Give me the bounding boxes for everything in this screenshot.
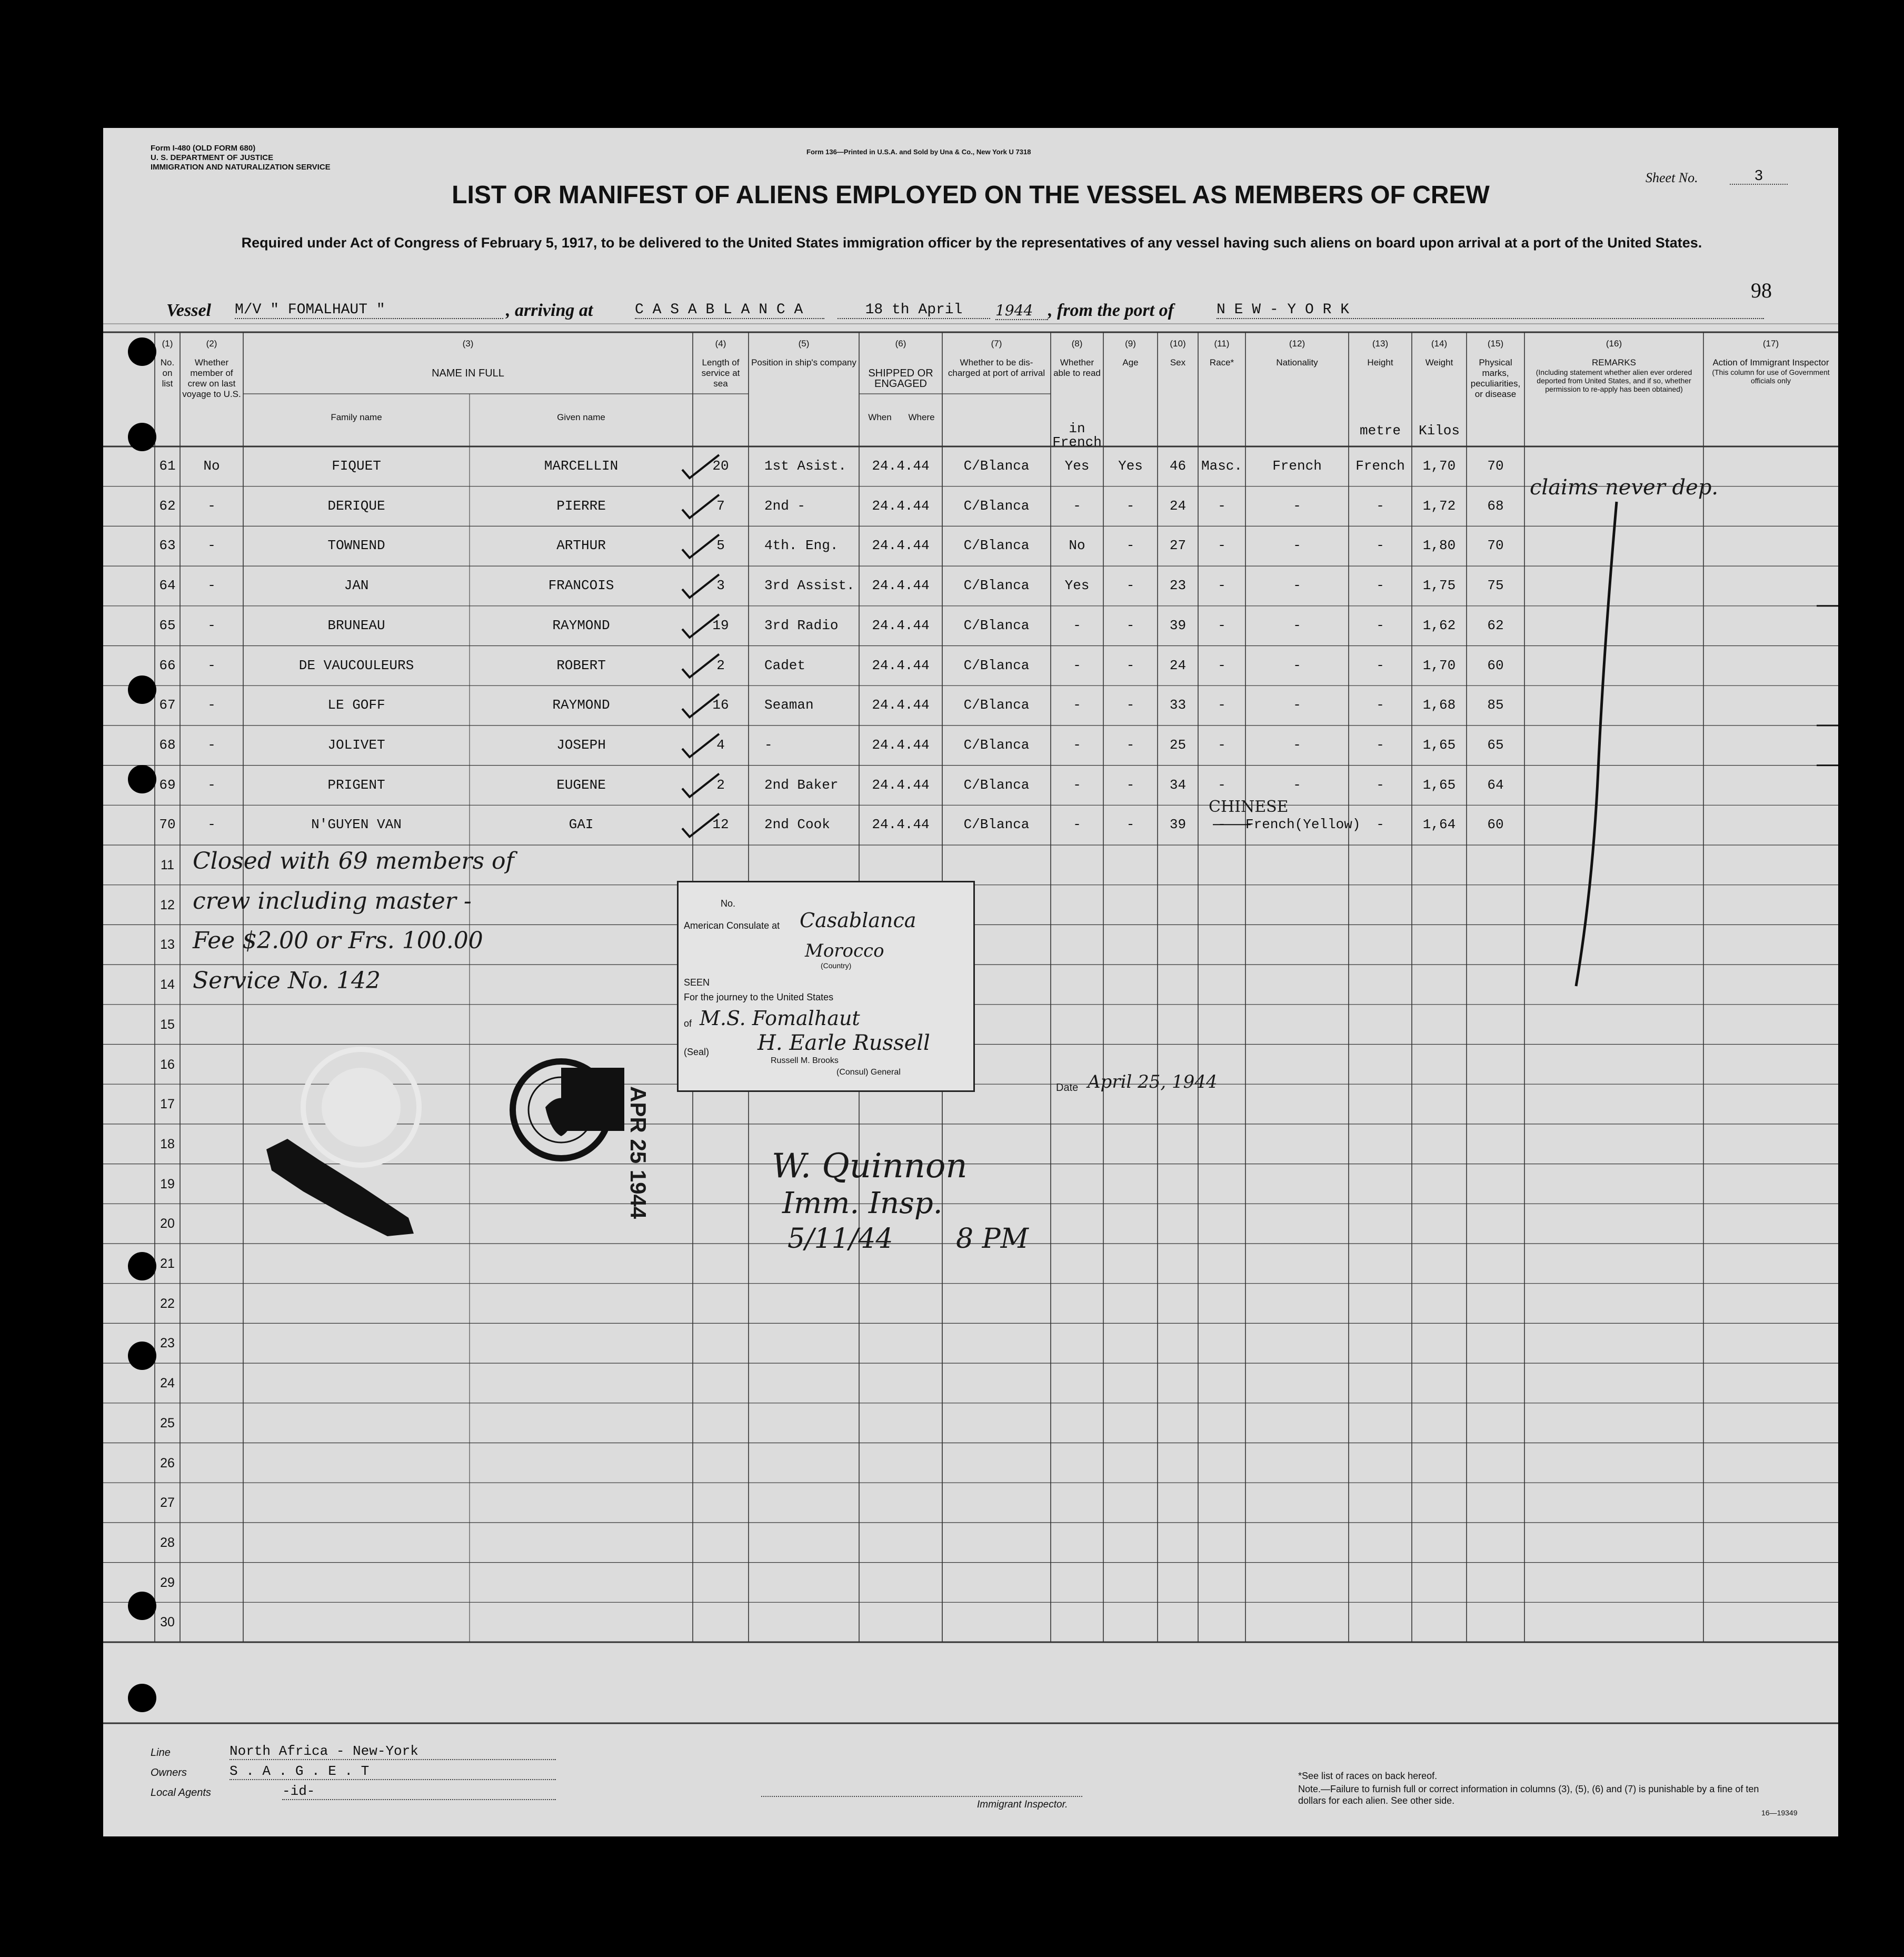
arriving-label: , arriving at (506, 301, 593, 320)
table-cell-nationality: French (1355, 458, 1405, 474)
table-cell-where: C/Blanca (963, 657, 1030, 673)
table-cell-read: - (1126, 578, 1135, 594)
column-subheader: Family name (331, 412, 382, 422)
line-number: 30 (160, 1615, 175, 1630)
table-cell-nationality: - (1376, 578, 1384, 594)
stamp-consulate-label: American Consulate at (684, 920, 780, 931)
table-cell-race: - (1293, 498, 1301, 514)
embossed-seal-icon (298, 1044, 424, 1170)
table-cell-service: 12 (712, 817, 729, 833)
table-cell-sex: - (1218, 777, 1226, 793)
table-cell-when: 24.4.44 (872, 817, 930, 833)
table-cell-given: RAYMOND (552, 697, 610, 713)
department: U. S. DEPARTMENT OF JUSTICE (151, 153, 274, 162)
stamp-date-label: Date (1056, 1082, 1079, 1094)
table-cell-age: 27 (1169, 538, 1187, 554)
table-cell-race: - (1293, 737, 1301, 753)
table-cell-service: 4 (716, 737, 725, 753)
line-number: 13 (160, 937, 175, 952)
table-cell-discharged: - (1073, 817, 1081, 833)
column-header: No. on list (160, 357, 175, 389)
table-cell-family: FIQUET (332, 458, 381, 474)
column-header: Length of service at sea (701, 357, 740, 389)
table-cell-where: C/Blanca (963, 617, 1030, 633)
table-cell-position: - (764, 737, 773, 753)
table-cell-given: EUGENE (556, 777, 606, 793)
table-cell-sex: - (1218, 498, 1226, 514)
table-cell-discharged: - (1073, 498, 1081, 514)
line-number: 22 (160, 1296, 175, 1311)
form-id: Form I-480 (OLD FORM 680) (151, 144, 256, 153)
table-cell-age: 24 (1169, 657, 1187, 673)
table-cell-sex: - (1218, 538, 1226, 554)
column-number: (6) (895, 339, 906, 349)
column-header: Physical marks, peculiarities, or disease (1470, 357, 1521, 399)
column-number: (5) (798, 339, 810, 349)
table-cell-when: 24.4.44 (872, 657, 930, 673)
table-cell-position: 2nd Baker (764, 777, 839, 793)
column-note: (Including statement whether alien ever ordered deported from United States, and if so, whether permission to re-apply has been obtained) (1536, 368, 1692, 393)
table-cell-race: - (1293, 657, 1301, 673)
table-cell-discharged: - (1073, 697, 1081, 713)
column-number: (12) (1289, 339, 1305, 349)
table-cell-nationality: - (1376, 777, 1384, 793)
table-cell-where: C/Blanca (963, 697, 1030, 713)
table-cell-line: 67 (159, 697, 176, 713)
table-cell-sex: - (1218, 817, 1226, 833)
inspector-signature-line (761, 1796, 1082, 1797)
line-number: 18 (160, 1136, 175, 1151)
line-number: 24 (160, 1376, 175, 1391)
table-cell-weight: 70 (1487, 458, 1504, 474)
table-cell-height: 1,64 (1422, 817, 1456, 833)
table-cell-read: - (1126, 617, 1135, 633)
table-cell-family: N'GUYEN VAN (311, 817, 402, 833)
table-cell-read: - (1126, 737, 1135, 753)
line-number: 11 (161, 858, 174, 872)
table-cell-weight: 70 (1487, 538, 1504, 554)
table-cell-prev: - (207, 777, 216, 793)
table-cell-read: - (1126, 498, 1135, 514)
table-cell-height: 1,75 (1422, 578, 1456, 594)
table-cell-when: 24.4.44 (872, 777, 930, 793)
inspector-signature-title: Imm. Insp. (782, 1186, 943, 1220)
table-cell-position: 2nd Cook (764, 817, 830, 833)
table-cell-when: 24.4.44 (872, 498, 930, 514)
table-cell-given: FRANCOIS (548, 578, 614, 594)
stamp-signature: H. Earle Russell (757, 1031, 930, 1055)
column-unit: metre (1359, 423, 1401, 439)
table-cell-sex: - (1218, 657, 1226, 673)
column-number: (8) (1071, 339, 1083, 349)
table-cell-line: 61 (159, 458, 176, 474)
stamp-no-label: No. (721, 898, 736, 909)
table-cell-where: C/Blanca (963, 817, 1030, 833)
table-cell-given: PIERRE (556, 498, 606, 514)
table-cell-age: 39 (1169, 817, 1187, 833)
line-number: 19 (160, 1176, 175, 1191)
stamp-seal: (Seal) (684, 1047, 710, 1057)
table-cell-given: RAYMOND (552, 617, 610, 633)
table-cell-prev: - (207, 657, 216, 673)
ditto-line-mark (1567, 496, 1630, 991)
table-cell-family: TOWNEND (327, 538, 385, 554)
document-title: LIST OR MANIFEST OF ALIENS EMPLOYED ON THE VESSEL AS MEMBERS OF CREW (452, 181, 1490, 209)
table-cell-service: 2 (716, 657, 725, 673)
footer-inspector-label: Immigrant Inspector. (977, 1799, 1068, 1810)
table-cell-discharged: - (1073, 617, 1081, 633)
table-cell-service: 2 (716, 777, 725, 793)
table-cell-prev: - (207, 538, 216, 554)
table-cell-nationality: - (1376, 498, 1384, 514)
table-cell-discharged: - (1073, 737, 1081, 753)
column-number: (11) (1214, 339, 1230, 349)
closing-note-line: Closed with 69 members of (193, 848, 514, 875)
document-subtitle: Required under Act of Congress of February 5, 1917, to be delivered to the United States immigration officer by the representatives of any vessel having such aliens on board upon arrival at a port of the United States. (241, 235, 1702, 251)
table-cell-service: 5 (716, 538, 725, 554)
footer-note: Note.—Failure to furnish full or correct information in columns (3), (5), (6) and (7) is punishable by a fine of ten dollars for each alien. See other side. (1298, 1784, 1759, 1806)
stamp-seen: SEEN (684, 977, 710, 988)
table-cell-service: 19 (712, 617, 729, 633)
line-number: 28 (160, 1535, 175, 1550)
punch-hole (128, 1592, 156, 1620)
column-header: Nationality (1276, 357, 1318, 367)
table-cell-height: 1,70 (1422, 657, 1456, 673)
table-cell-line: 65 (159, 617, 176, 633)
stamp-ship: M.S. Fomalhaut (700, 1007, 860, 1030)
table-cell-age: 25 (1169, 737, 1187, 753)
line-number: 12 (160, 897, 175, 912)
vessel-value: M/V " FOMALHAUT " (235, 302, 503, 319)
table-cell-read: Yes (1118, 458, 1143, 474)
table-cell-position: Seaman (764, 697, 814, 713)
table-cell-age: 24 (1169, 498, 1187, 514)
column-subheader: Given name (557, 412, 605, 422)
table-cell-family: JOLIVET (327, 737, 385, 753)
column-note: (This column for use of Government officials only (1712, 368, 1830, 385)
table-cell-age: 23 (1169, 578, 1187, 594)
closing-note-line: Fee $2.00 or Frs. 100.00 (193, 927, 483, 955)
year-value: 1944 (995, 302, 1048, 320)
table-cell-discharged: Yes (1064, 458, 1090, 474)
column-number: (17) (1762, 339, 1779, 349)
table-cell-race: French(Yellow) (1245, 817, 1361, 833)
column-header: Race* (1209, 357, 1234, 367)
table-cell-line: 68 (159, 737, 176, 753)
stamp-country-label: (Country) (821, 961, 852, 970)
table-cell-nationality: - (1376, 737, 1384, 753)
table-cell-service: 20 (712, 458, 729, 474)
table-cell-nationality: - (1376, 538, 1384, 554)
column-number: (7) (991, 339, 1002, 349)
table-cell-prev: - (207, 737, 216, 753)
punch-hole (128, 1342, 156, 1370)
table-cell-line: 66 (159, 657, 176, 673)
stamp-date-value: April 25, 1944 (1088, 1071, 1218, 1092)
arriving-value: C A S A B L A N C A (635, 302, 824, 319)
table-cell-height: 1,80 (1422, 538, 1456, 554)
table-cell-age: 33 (1169, 697, 1187, 713)
table-cell-line: 70 (159, 817, 176, 833)
table-cell-prev: - (207, 578, 216, 594)
table-cell-given: GAI (569, 817, 594, 833)
table-cell-sex: - (1218, 578, 1226, 594)
table-cell-when: 24.4.44 (872, 578, 930, 594)
table-cell-discharged: No (1069, 538, 1085, 554)
line-number: 15 (160, 1017, 175, 1032)
table-cell-height: 1,70 (1422, 458, 1456, 474)
table-cell-sex: - (1218, 737, 1226, 753)
punch-hole (128, 765, 156, 793)
table-cell-position: 3rd Assist. (764, 578, 855, 594)
table-cell-weight: 60 (1487, 817, 1504, 833)
table-cell-prev: - (207, 817, 216, 833)
table-cell-height: 1,68 (1422, 697, 1456, 713)
table-cell-weight: 75 (1487, 578, 1504, 594)
table-cell-where: C/Blanca (963, 578, 1030, 594)
line-number: 17 (160, 1097, 175, 1112)
line-number: 21 (160, 1256, 175, 1271)
stamp-consulate-city: Casablanca (800, 909, 916, 932)
table-cell-weight: 68 (1487, 498, 1504, 514)
from-value: N E W - Y O R K (1217, 302, 1764, 319)
table-cell-line: 69 (159, 777, 176, 793)
table-cell-where: C/Blanca (963, 538, 1030, 554)
table-cell-read: - (1126, 657, 1135, 673)
table-cell-race: - (1293, 617, 1301, 633)
table-cell-discharged: Yes (1064, 578, 1090, 594)
service: IMMIGRATION AND NATURALIZATION SERVICE (151, 163, 331, 172)
table-cell-height: 1,62 (1422, 617, 1456, 633)
punch-hole (128, 1252, 156, 1280)
table-cell-service: 16 (712, 697, 729, 713)
table-cell-position: Cadet (764, 657, 806, 673)
table-cell-service: 7 (716, 498, 725, 514)
printed-note: Form 136—Printed in U.S.A. and Sold by Una & Co., New York U 7318 (806, 148, 1031, 156)
column-number: (1) (162, 339, 173, 349)
table-cell-weight: 62 (1487, 617, 1504, 633)
table-cell-where: C/Blanca (963, 498, 1030, 514)
column-header: REMARKS (1591, 357, 1637, 367)
column-number: (2) (206, 339, 217, 349)
table-cell-nationality: - (1376, 657, 1384, 673)
table-cell-sex: Masc. (1201, 458, 1242, 474)
table-cell-race: French (1272, 458, 1322, 474)
column-header: Age (1122, 357, 1139, 367)
table-cell-race: - (1293, 538, 1301, 554)
column-subheader: When (868, 412, 892, 422)
sheet-label: Sheet No. (1646, 170, 1698, 185)
table-cell-family: LE GOFF (327, 697, 385, 713)
footer-agents-value: -id- (282, 1783, 556, 1800)
line-number: 20 (160, 1216, 175, 1231)
table-cell-nationality: - (1376, 617, 1384, 633)
stamp-title: (Consul) General (836, 1068, 901, 1077)
line-number: 27 (160, 1495, 175, 1511)
table-cell-height: 1,65 (1422, 777, 1456, 793)
table-cell-given: ROBERT (556, 657, 606, 673)
footer-races-note: *See list of races on back hereof. (1298, 1771, 1438, 1781)
table-cell-given: JOSEPH (556, 737, 606, 753)
table-cell-read: - (1126, 817, 1135, 833)
column-number: (15) (1487, 339, 1504, 349)
table-cell-line: 64 (159, 578, 176, 594)
column-header: Whether to be dis-charged at port of arrival (948, 357, 1045, 378)
vessel-label: Vessel (166, 301, 211, 320)
table-cell-family: JAN (344, 578, 369, 594)
table-cell-when: 24.4.44 (872, 458, 930, 474)
table-cell-position: 4th. Eng. (764, 538, 839, 554)
inspector-signature-date: 5/11/44 (787, 1223, 893, 1255)
table-cell-sex: - (1218, 617, 1226, 633)
table-cell-when: 24.4.44 (872, 617, 930, 633)
stamp-typed-name: Russell M. Brooks (771, 1056, 839, 1065)
table-cell-line: 62 (159, 498, 176, 514)
table-cell-position: 1st Asist. (764, 458, 847, 474)
race-correction: CHINESE (1209, 798, 1289, 817)
table-cell-where: C/Blanca (963, 777, 1030, 793)
table-cell-nationality: - (1376, 697, 1384, 713)
stamp-journey: For the journey to the United States (684, 992, 834, 1002)
table-cell-discharged: - (1073, 777, 1081, 793)
sheet-value: 3 (1730, 167, 1788, 185)
table-cell-race: - (1293, 697, 1301, 713)
consulate-stamp (677, 881, 975, 1092)
table-cell-where: C/Blanca (963, 737, 1030, 753)
remarks-handwritten: claims never dep. (1530, 475, 1719, 500)
column-number: (13) (1372, 339, 1389, 349)
table-cell-weight: 64 (1487, 777, 1504, 793)
stamp-country-value: Morocco (805, 940, 884, 961)
table-cell-position: 2nd - (764, 498, 806, 514)
column-number: (16) (1606, 339, 1622, 349)
inspector-signature-name: W. Quinnon (772, 1147, 968, 1186)
line-number: 25 (160, 1415, 175, 1431)
column-header: Position in ship's company (751, 357, 856, 367)
manifest-sheet (103, 128, 1838, 1836)
table-cell-height: 1,72 (1422, 498, 1456, 514)
column-header: Action of Immigrant Inspector (1712, 357, 1829, 367)
table-cell-where: C/Blanca (963, 458, 1030, 474)
punch-hole (128, 675, 156, 704)
column-header: Height (1367, 357, 1393, 367)
line-number: 16 (160, 1057, 175, 1072)
table-cell-weight: 60 (1487, 657, 1504, 673)
column-number: (10) (1170, 339, 1186, 349)
column-header: Whether member of crew on last voyage to U.S. (182, 357, 241, 399)
column-extra: in French (1052, 421, 1102, 450)
table-cell-when: 24.4.44 (872, 737, 930, 753)
table-cell-prev: - (207, 498, 216, 514)
footer-line-label: Line (151, 1747, 171, 1759)
date-value: 18 th April (838, 302, 990, 319)
footer-owners-value: S . A . G . E . T (230, 1763, 556, 1780)
table-cell-service: 3 (716, 578, 725, 594)
table-cell-given: MARCELLIN (544, 458, 619, 474)
inspector-signature-time: 8 PM (956, 1223, 1029, 1255)
entry-stamp: APR 25 1944 (626, 1086, 651, 1219)
stamp-of-label: of (684, 1018, 692, 1029)
column-header: Sex (1170, 357, 1186, 367)
visa-stamp (561, 1068, 624, 1131)
column-number: (9) (1125, 339, 1136, 349)
column-number: (14) (1431, 339, 1448, 349)
column-number: (3) (462, 339, 474, 349)
table-cell-read: - (1126, 697, 1135, 713)
footer-line-value: North Africa - New-York (230, 1743, 556, 1760)
table-cell-nationality: - (1376, 817, 1384, 833)
table-cell-when: 24.4.44 (872, 697, 930, 713)
table-cell-weight: 65 (1487, 737, 1504, 753)
table-cell-sex: - (1218, 697, 1226, 713)
table-cell-height: 1,65 (1422, 737, 1456, 753)
table-cell-prev: No (203, 458, 220, 474)
punch-hole (128, 337, 156, 366)
table-cell-race: - (1293, 777, 1301, 793)
table-cell-read: - (1126, 777, 1135, 793)
line-number: 29 (160, 1575, 175, 1590)
table-cell-given: ARTHUR (556, 538, 606, 554)
table-cell-family: DERIQUE (327, 498, 385, 514)
column-subheader: Where (908, 412, 935, 422)
line-number: 14 (160, 977, 175, 992)
page-number: 98 (1751, 279, 1772, 302)
table-cell-read: - (1126, 538, 1135, 554)
table-cell-prev: - (207, 697, 216, 713)
closing-note-line: Service No. 142 (193, 967, 381, 995)
footer-form-code: 16—19349 (1761, 1809, 1798, 1817)
column-number: (4) (715, 339, 726, 349)
table-cell-age: 46 (1169, 458, 1187, 474)
punch-hole (128, 423, 156, 451)
table-cell-position: 3rd Radio (764, 617, 839, 633)
from-label: , from the port of (1048, 301, 1174, 320)
table-cell-family: DE VAUCOULEURS (298, 657, 414, 673)
table-cell-race: - (1293, 578, 1301, 594)
column-header: NAME IN FULL (432, 367, 504, 379)
table-cell-discharged: - (1073, 657, 1081, 673)
column-header: Weight (1425, 357, 1453, 367)
column-header: Whether able to read (1053, 357, 1101, 378)
column-header: SHIPPED OR ENGAGED (868, 367, 933, 390)
column-unit: Kilos (1418, 423, 1460, 439)
table-cell-prev: - (207, 617, 216, 633)
table-cell-weight: 85 (1487, 697, 1504, 713)
table-cell-age: 39 (1169, 617, 1187, 633)
footer-owners-label: Owners (151, 1767, 187, 1779)
closing-note-line: crew including master - (193, 887, 472, 915)
table-cell-family: PRIGENT (327, 777, 385, 793)
line-number: 23 (160, 1336, 175, 1351)
line-number: 26 (160, 1455, 175, 1471)
footer-agents-label: Local Agents (151, 1787, 211, 1799)
table-cell-line: 63 (159, 538, 176, 554)
punch-hole (128, 1684, 156, 1712)
table-cell-family: BRUNEAU (327, 617, 385, 633)
table-cell-age: 34 (1169, 777, 1187, 793)
table-cell-when: 24.4.44 (872, 538, 930, 554)
